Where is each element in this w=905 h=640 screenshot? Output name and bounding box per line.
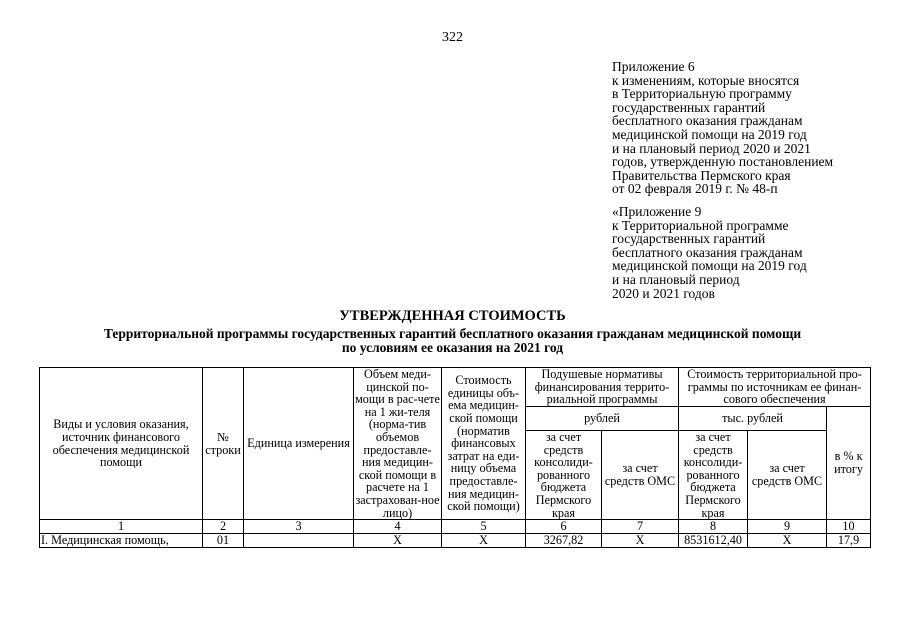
appendix-6-line: медицинской помощи на 2019 год	[612, 126, 807, 142]
cell-unit-cost: X	[442, 534, 526, 548]
table-row	[40, 534, 871, 548]
appendix-6-line: годов, утвержденную постановлением	[612, 154, 834, 170]
cell-per-capita-budget: 3267,82	[526, 534, 602, 548]
cell-per-capita-oms: X	[602, 534, 679, 548]
column-number: 6	[526, 520, 602, 534]
header-consolidated-budget-2: за счет средств консолиди-рованного бюджета Пермского края	[679, 430, 748, 519]
appendix-6-line: государственных гарантий	[612, 99, 766, 115]
header-unit: Единица измерения	[244, 368, 354, 520]
appendix-6-line: к изменениям, которые вносятся	[612, 72, 800, 88]
appendix-9-line: 2020 и 2021 годов	[612, 285, 715, 301]
page-number: 322	[442, 30, 463, 45]
cell-type: I. Медицинская помощь,	[40, 534, 203, 548]
column-number: 4	[354, 520, 442, 534]
header-unit-cost: Стоимость единицы объ-ема медицин-ской помощи (норматив финансовых затрат на еди-ницу объема предоставле-ния медицин-ской помощи)	[442, 368, 526, 520]
cell-volume: X	[354, 534, 442, 548]
header-per-capita: Подушевые нормативы финансирования террито-риальной программы	[526, 368, 679, 407]
header-percent: в % к итогу	[827, 406, 871, 519]
header-oms: за счет средств ОМС	[602, 430, 679, 519]
column-number: 8	[679, 520, 748, 534]
appendix-9-note	[612, 205, 807, 300]
cell-cost-budget: 8531612,40	[679, 534, 748, 548]
header-per-capita-unit: рублей	[526, 406, 679, 430]
appendix-6-line: Правительства Пермского края	[612, 167, 791, 183]
cell-percent: 17,9	[827, 534, 871, 548]
cell-cost-oms: X	[748, 534, 827, 548]
subtitle-line-2: по условиям ее оказания на 2021 год	[341, 340, 564, 355]
document-subtitle	[0, 327, 905, 355]
header-types: Виды и условия оказания, источник финансового обеспечения медицинской помощи	[40, 368, 203, 520]
header-program-cost-unit: тыс. рублей	[679, 406, 827, 430]
appendix-9-line: «Приложение 9	[612, 204, 702, 219]
subtitle-line-1: Территориальной программы государственных гарантий бесплатного оказания гражданам медицинской помощи	[103, 326, 802, 341]
column-number: 2	[203, 520, 244, 534]
column-number: 5	[442, 520, 526, 534]
header-row-no: № строки	[203, 368, 244, 520]
appendix-6-line: от 02 февраля 2019 г. № 48-п	[612, 181, 778, 197]
cell-row-no: 01	[203, 534, 244, 548]
column-number: 7	[602, 520, 679, 534]
header-oms-2: за счет средств ОМС	[748, 430, 827, 519]
appendix-9-line: медицинской помощи на 2019 год	[612, 258, 807, 274]
document-title: УТВЕРЖДЕННАЯ СТОИМОСТЬ	[339, 308, 566, 324]
appendix-9-line: государственных гарантий	[612, 231, 766, 247]
header-consolidated-budget: за счет средств консолиди-рованного бюджета Пермского края	[526, 430, 602, 519]
appendix-6-line: бесплатного оказания гражданам	[612, 113, 803, 129]
appendix-6-line: и на плановый период 2020 и 2021	[612, 140, 811, 156]
header-volume: Объем меди-цинской по-мощи в рас-чете на 1 жи-теля (норма-тив объемов предоставле-ния медицин-ской помощи в расчете на 1 застрахован-ное лицо)	[355, 367, 440, 520]
cell-unit	[244, 534, 354, 548]
appendix-9-line: к Территориальной программе	[612, 217, 789, 233]
column-number: 10	[827, 520, 871, 534]
appendix-6-note	[612, 60, 833, 196]
appendix-6-line: в Территориальную программу	[612, 86, 792, 102]
cost-table	[39, 367, 871, 548]
appendix-9-line: и на плановый период	[612, 271, 740, 287]
column-number: 1	[40, 520, 203, 534]
appendix-9-line: бесплатного оказания гражданам	[612, 244, 803, 260]
column-number: 3	[244, 520, 354, 534]
column-number: 9	[748, 520, 827, 534]
appendix-6-line: Приложение 6	[612, 59, 695, 74]
header-program-cost: Стоимость территориальной про-граммы по источникам ее финан-сового обеспечения	[679, 368, 871, 407]
